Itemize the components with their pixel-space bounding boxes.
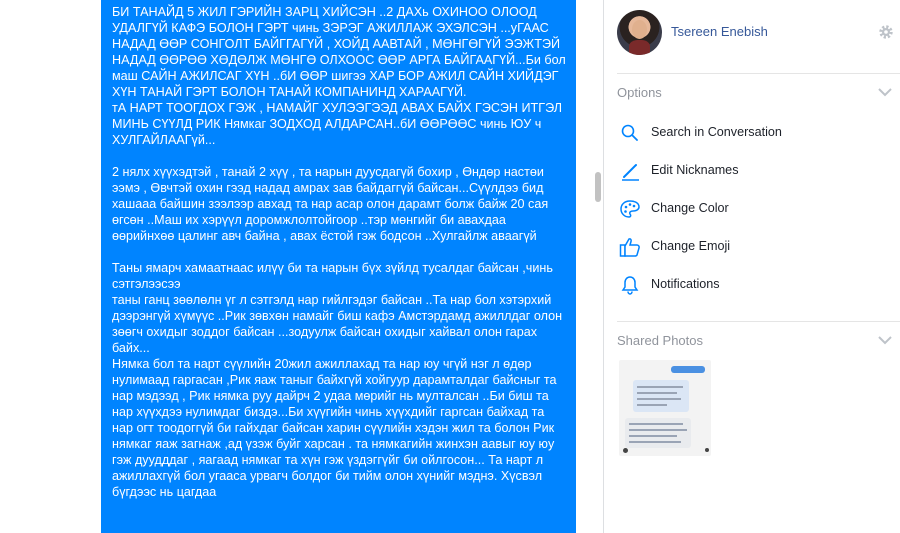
gear-icon[interactable] bbox=[878, 24, 894, 40]
option-notifications[interactable] bbox=[604, 265, 900, 303]
bell-icon bbox=[619, 274, 641, 296]
message-paragraph bbox=[112, 244, 566, 260]
chevron-down-icon[interactable] bbox=[878, 335, 892, 345]
chevron-down-icon[interactable] bbox=[878, 87, 892, 97]
search-icon bbox=[619, 122, 641, 144]
message-bubble[interactable] bbox=[101, 0, 576, 533]
option-change-color[interactable] bbox=[604, 189, 900, 227]
option-label: Notifications bbox=[651, 277, 720, 291]
message-paragraph: БИ ТАНАЙД 5 ЖИЛ ГЭРИЙН ЗАРЦ ХИЙСЭН ..2 ДАХь ОХИНОО ОЛООД УДАЛГҮЙ КАФЭ БОЛОН ГЭРТ чинь ЗЭРЭГ АЖИЛЛАЖ ЭХЭЛСЭН ...уГААС НАДАД ӨӨР СОНГОЛТ БАЙГГАГҮЙ , ХОЙД ААВТАЙ , МӨНГӨГҮЙ ЭЭЖТЭЙ НАДАД ӨӨРӨӨ ХӨДӨЛЖ МӨНГӨ ОЛХООС ӨӨР АРГА БАЙГААГҮЙ...Би бол маш САЙН АЖИЛСАГ ХҮН ..бИ ӨӨР шигээ ХАР БОР АЖИЛ САЙН ХИЙДЭГ ХҮН ТАНАЙ ГЭРТ БОЛОН ТАНАЙ КОМПАНИНД ХАРААГҮЙ. тА НАРТ ТООГДОХ ГЭЖ , НАМАЙГ ХУЛЭЭГЭЭД АВАХ БАЙХ ГЭСЭН ИТГЭЛ МИНЬ СҮҮЛД РИК Нямкаг ЗОДХОД АЛДАРСАН..бИ ӨӨРӨӨС чинь ЮУ ч ХУЛГАЙЛААГүй... bbox=[112, 5, 566, 147]
profile-name[interactable]: Tsereen Enebish bbox=[671, 24, 768, 39]
profile-header bbox=[604, 0, 900, 66]
shared-photo-thumbnail[interactable] bbox=[619, 360, 711, 456]
scrollbar-thumb[interactable] bbox=[595, 172, 601, 202]
options-section-title[interactable]: Options bbox=[617, 85, 662, 100]
thumbs-up-icon bbox=[619, 236, 641, 258]
message-paragraph: Таны ямарч хамаатнаас илүү би та нарын бүх зүйлд тусалдаг байсан ,чинь сэтгэлээсээ таны ганц зөөлөлн үг л сэтгэлд нар гийлгэдэг байсан ..Та нар бол хэтэрхий дээрэнгүй хүмүүс ..Рик зөвхөн намайг биш кафэ Амстэрдамд ажиллдаг олон зөөгч охидыг зоддог байсан ...зодуулж байсан охидыг хайвал олон гарах байх... Нямка бол та нарт сүүлийн 20жил ажиллахад та нар юу чгүй нэг л өдөр нулимаад гаргасан ,Рик яаж таныг байхгүй хойгуур дарамталдаг байсныг та нар мэдээд , Рик нямка руу дайрч 2 удаа мөрийг нь мулталсан ..Би биш та нар хүүхдээ нулимдаг биздэ...Би хүүгийн чинь хүүхдийг гаргсан байхад та нар огт тоодоггүй би гайхдаг байсан харин сүүлийн хэдэн жил та болон Рик нямкаг яаж загнаж ,ад үзэж буйг харсан . та нямкагийн жинхэн аавыг юу юу гэж дуудддаг , яагаад нямкаг та хүн гэж үздэггүйг би ойлгосон... Та нарт л ажиллахгүй бол угааса урвагч болдог би тийм олон хүнийг мэднэ. Хүсвэл бүгдээс нь цагдаа bbox=[112, 261, 563, 499]
conversation-details-pane bbox=[604, 0, 900, 533]
option-label: Search in Conversation bbox=[651, 125, 782, 139]
pencil-icon bbox=[619, 160, 641, 182]
option-edit-nicknames[interactable] bbox=[604, 151, 900, 189]
avatar[interactable] bbox=[617, 10, 662, 55]
option-label: Change Color bbox=[651, 201, 729, 215]
option-label: Change Emoji bbox=[651, 239, 731, 253]
palette-icon bbox=[619, 198, 641, 220]
option-label: Edit Nicknames bbox=[651, 163, 739, 177]
section-divider bbox=[617, 73, 900, 74]
section-divider bbox=[617, 321, 900, 322]
option-change-emoji[interactable] bbox=[604, 227, 900, 265]
message-paragraph: 2 нялх хүүхэдтэй , танай 2 хүү , та нарын дуусдагүй бохир , Өндөр настөи ээмэ , Өвчтэй охин гээд надад амрах зав байдаггүй байсан...Сүүлдээ бид хашааа байшин зээлээр авхад та нар асар олон дарамт болж байж 20 сая өгсөн ..Маш их хэрүүл доромжлолтойгоор ..тэр мөнгийг би авахдаа өөрийнхөө цалинг авч байна , авах ёстой гэж бодсон ..Хулгайлж аваагүй bbox=[112, 165, 552, 243]
message-paragraph bbox=[112, 148, 566, 164]
shared-photos-section-title[interactable]: Shared Photos bbox=[617, 333, 704, 348]
option-search-in-conversation[interactable] bbox=[604, 113, 900, 151]
